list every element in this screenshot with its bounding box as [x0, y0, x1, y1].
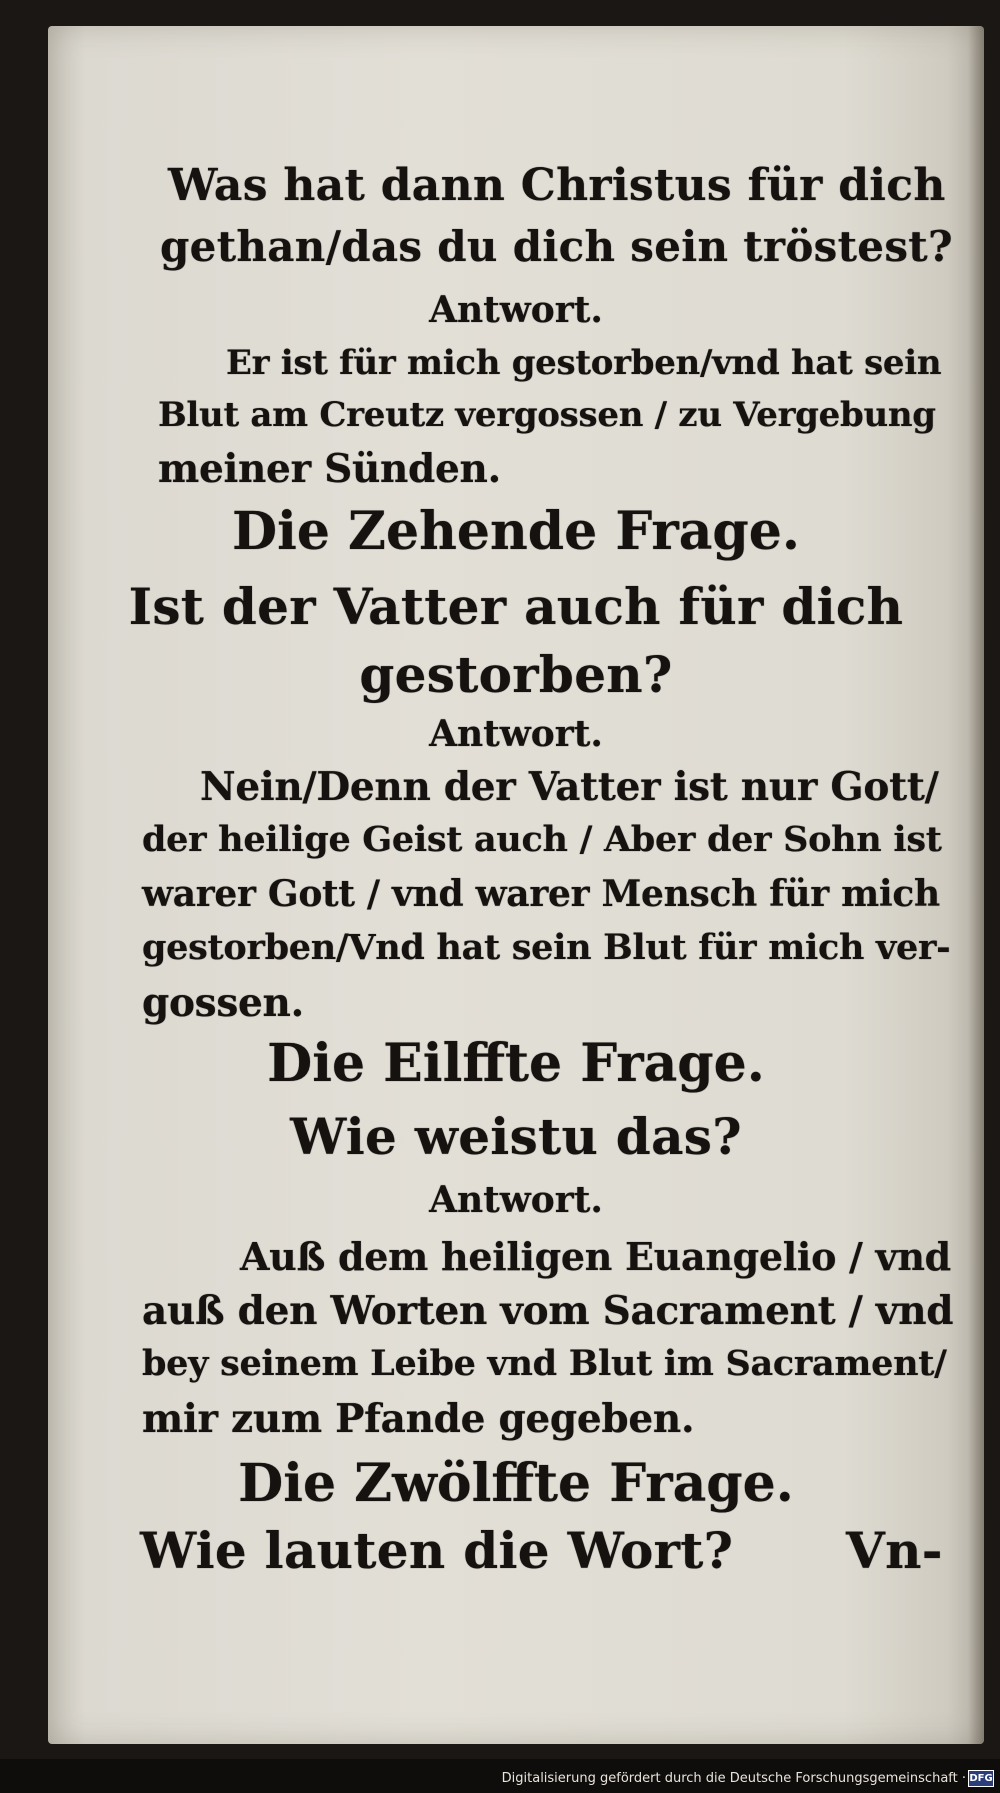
section-heading: Die Eilffte Frage. [267, 1033, 765, 1094]
question-line: Wie lauten die Wort? [140, 1521, 734, 1580]
answer-text-line: Nein/Denn der Vatter ist nur Gott/ [200, 764, 939, 810]
answer-text-line: der heilige Geist auch / Aber der Sohn ist [142, 819, 942, 860]
question-line: Was hat dann Christus für dich [168, 160, 946, 211]
answer-text-line: mir zum Pfande gegeben. [142, 1396, 695, 1442]
answer-text-line: auß den Worten vom Sacrament / vnd [142, 1288, 954, 1334]
answer-text-line: gestorben/Vnd hat sein Blut für mich ver- [142, 927, 951, 968]
answer-text-line: Er ist für mich gestorben/vnd hat sein [226, 343, 942, 383]
answer-text-line: bey seinem Leibe vnd Blut im Sacrament/ [142, 1343, 947, 1384]
answer-text-line: gossen. [142, 980, 304, 1026]
answer-text-line: Auß dem heiligen Euangelio / vnd [240, 1234, 951, 1279]
question-line: Wie weistu das? [290, 1107, 742, 1166]
section-heading: Die Zwölffte Frage. [238, 1453, 794, 1514]
answer-text-line: meiner Sünden. [158, 446, 501, 492]
answer-label: Antwort. [429, 713, 603, 755]
dfg-logo: DFG [968, 1770, 994, 1787]
book-page [48, 26, 984, 1744]
answer-text-line: warer Gott / vnd warer Mensch für mich [142, 873, 940, 915]
answer-text-line: Blut am Creutz vergossen / zu Vergebung [158, 395, 936, 435]
question-line: Ist der Vatter auch für dich [128, 577, 904, 636]
catchword: Vn- [846, 1521, 943, 1580]
question-line: gestorben? [359, 645, 673, 704]
answer-label: Antwort. [429, 1179, 603, 1221]
section-heading: Die Zehende Frage. [232, 501, 800, 562]
question-line: gethan/das du dich sein tröstest? [160, 222, 953, 271]
answer-label: Antwort. [429, 289, 603, 331]
digitization-credit: Digitalisierung gefördert durch die Deutsche Forschungsgemeinschaft · [501, 1771, 966, 1786]
